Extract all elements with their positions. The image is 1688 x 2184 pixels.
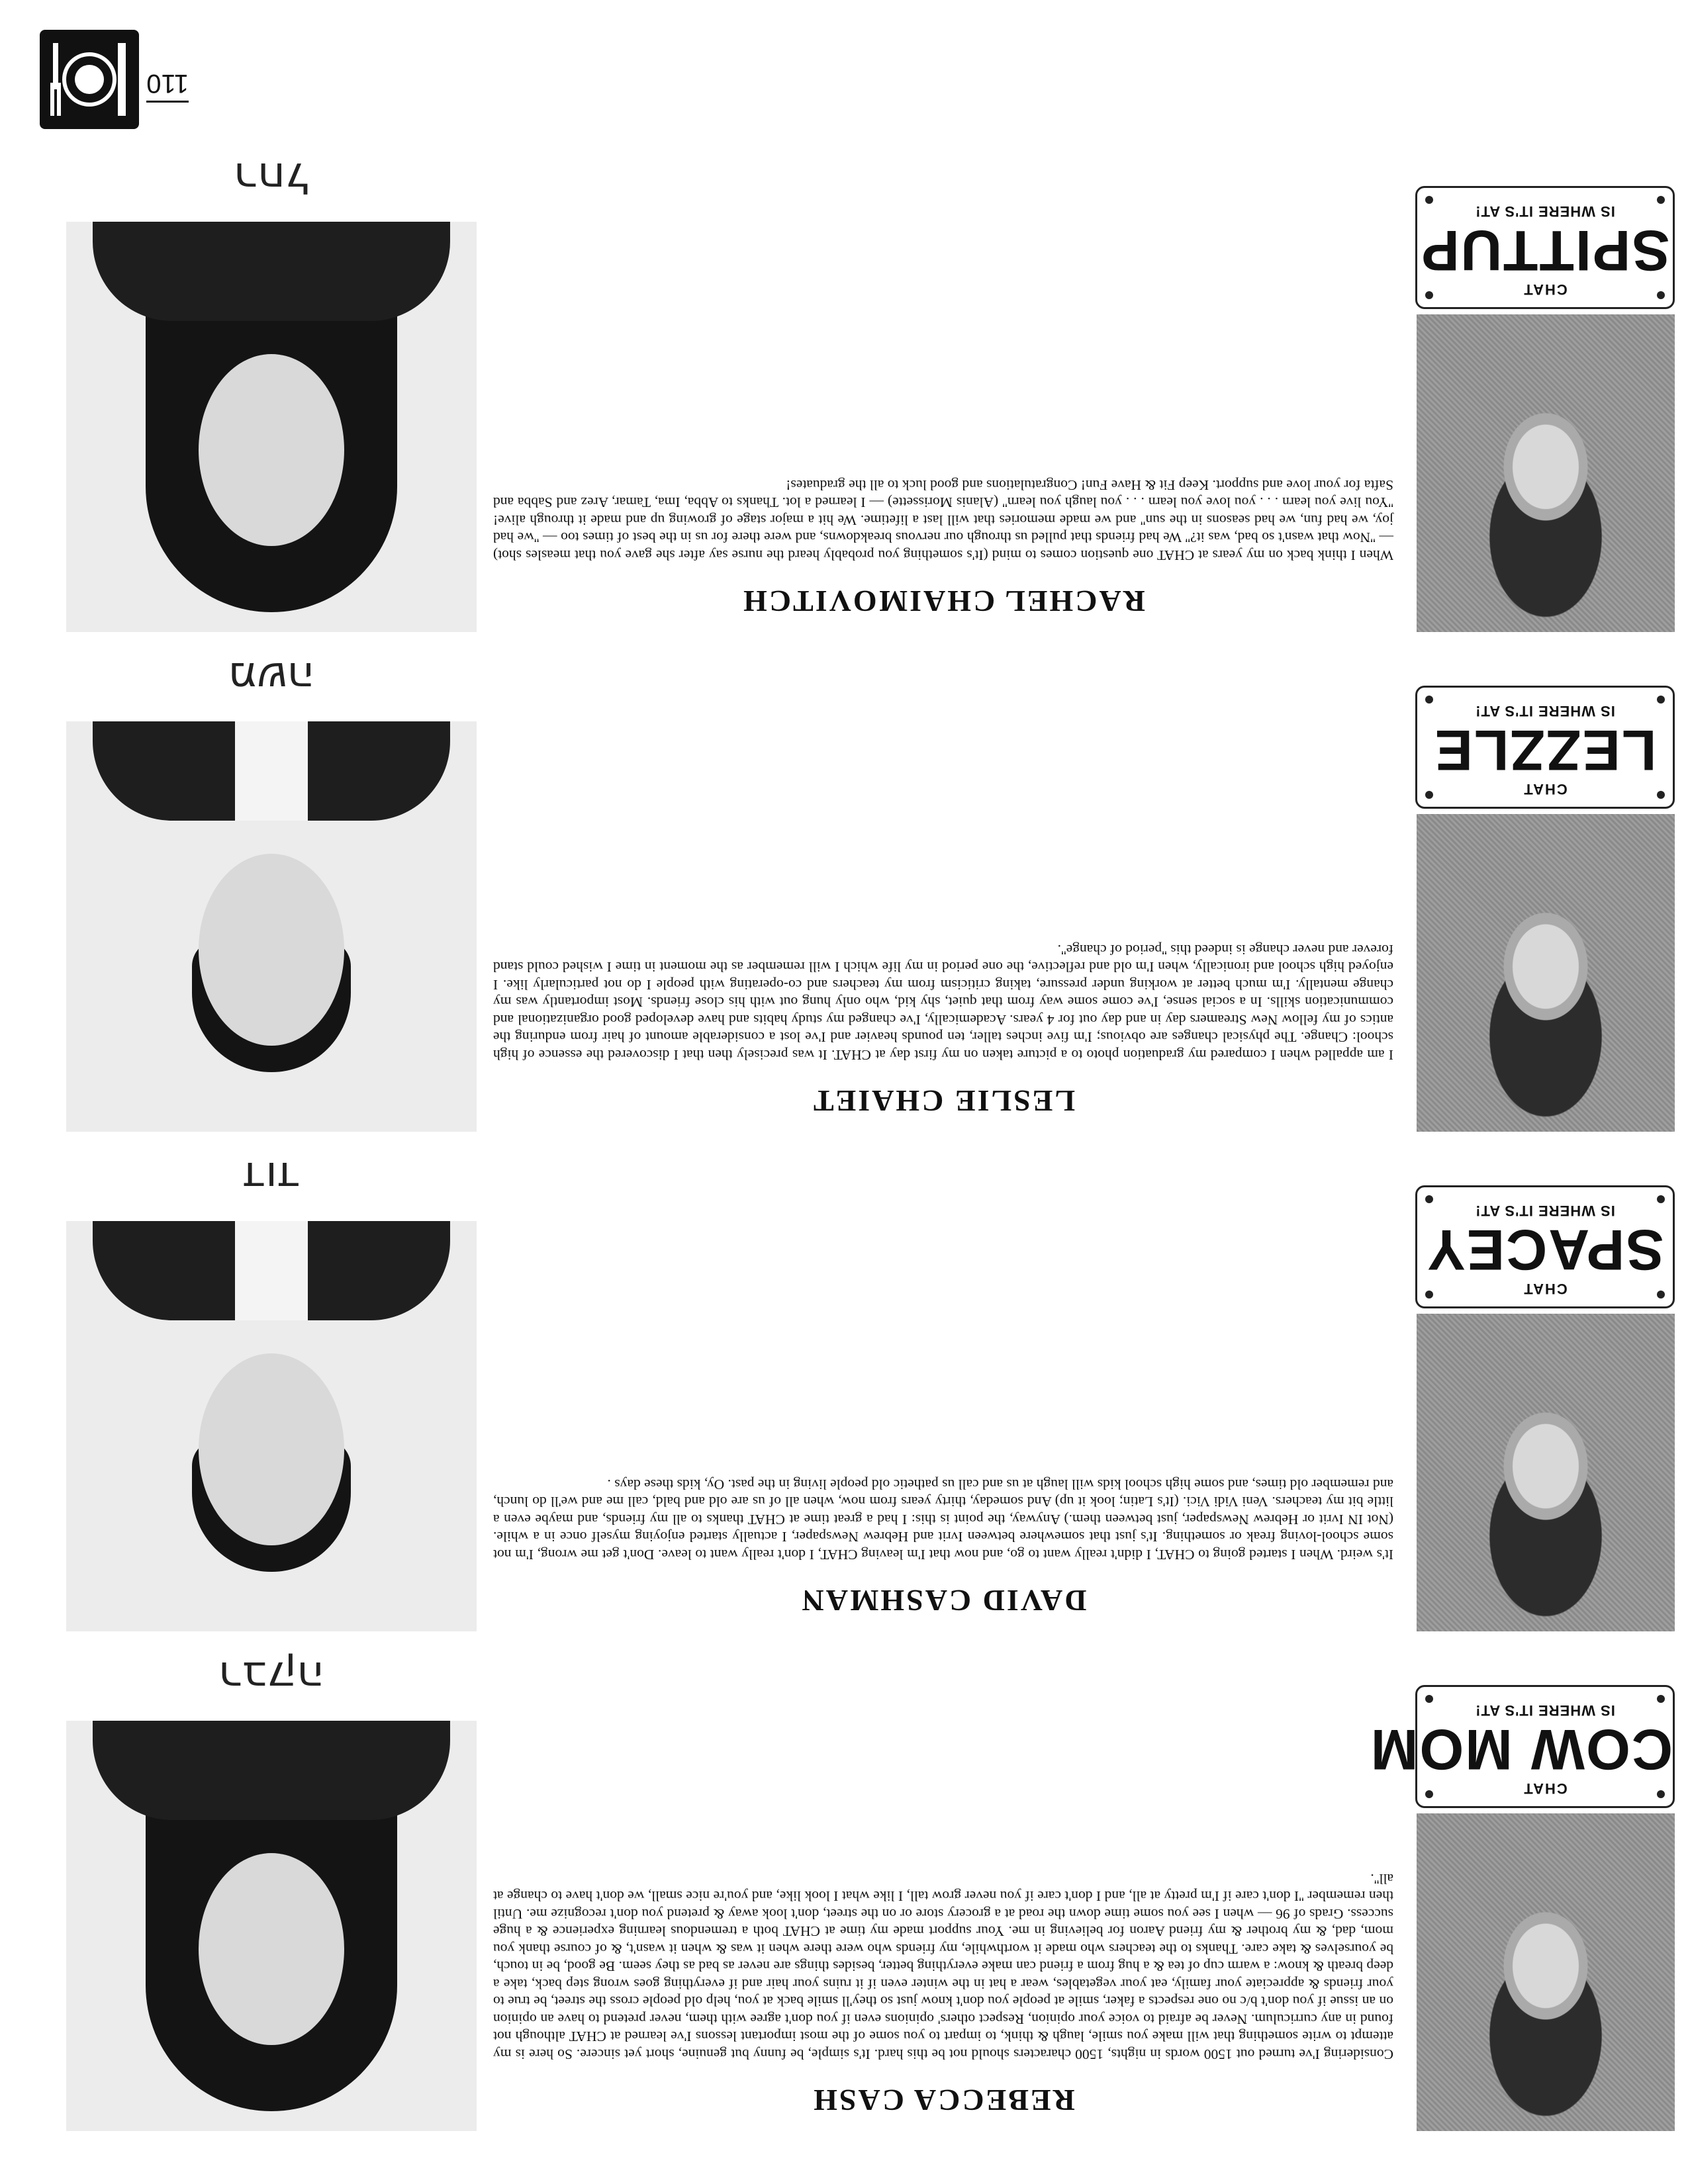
license-plate — [1369, 1685, 1675, 1808]
grad-text-block — [493, 1476, 1393, 1632]
shirt-collar — [235, 1221, 308, 1320]
grad-statement: I am appalled when I compared my graduation photo to a picture taken on my first day at CHAT. It was precisely then that I discovered the essence of high school: Change. The physical changes are obvious; I'm five inches taller, ten pounds heavier and I've lost a considerable amount of hair from enduring the antics of my fellow New Streamers day in and day out for 4 years. Academically, I've changed my study habits and have developed good organizational and communication skills. In a social sense, I've come some way from that quiet, shy kid, who only hung out with his close friends. Most importantly was my change mentally. I'm much better at working under pressure, taking criticism from my teachers and co-operating with people I do not particularly like. I enjoyed high school and ironically, when I'm old and reflective, the one period in my life which I will remember as the moment in time I wished could stand forever and never change is indeed this ''period of change''. — [493, 942, 1393, 1063]
plate-slogan: IS WHERE IT'S AT! — [1475, 1203, 1615, 1219]
rivet-icon — [1425, 196, 1433, 204]
hebrew-name: דוד — [242, 1152, 301, 1201]
rivet-icon — [1425, 291, 1433, 299]
plate-top-text: CHAT — [1523, 281, 1568, 298]
page-footer — [0, 23, 1688, 142]
rivet-icon — [1657, 791, 1665, 799]
plate-slogan: IS WHERE IT'S AT! — [1475, 1702, 1615, 1719]
license-plate — [1415, 1185, 1675, 1308]
grad-portrait — [66, 721, 477, 1132]
rivet-icon — [1425, 1695, 1433, 1703]
grad-entry — [0, 1602, 1688, 2131]
rivet-icon — [1657, 1790, 1665, 1798]
face-shape — [199, 354, 344, 546]
license-plate — [1415, 186, 1675, 309]
candid-photo — [1417, 1813, 1675, 2131]
grad-entry — [0, 103, 1688, 632]
grad-statement: Considering I've turned out 1500 words in nights, 1500 characters should not be this hard. It's simple, be funny but genuine, short yet sincere. So here is my attempt to write something that will make you smile, laugh & think, to impart to you some of the most important lessons I've learned at CHAT although not found in any curriculum. Never be afraid to voice your opinion, Respect others' opinions even if you don't agree with them, never pretend to have an opinion on an issue if you don't b/c no one respects a faker, smile at people you don't know just so they'll smile back at you, help old people cross the street, be true to your friends & appreciate your family, eat your vegetables, wear a hat in the winter even if it ruins your hair and if everything goes wrong step back, take a deep breath & know: a warm cup of tea & a hug from a friend can make everything better, besides things are never as bad as they seem. Be good, be in touch, be yourselves & take care. Thanks to the teachers who made it worthwhile, my friends who were there when it was & when it wasn't, & of course thank you mom, dad, & my brother & my friend Aaron for believing in me. Your support made my time at CHAT both a tremendous learning experience & a huge success. Grads of 96 — when I see you some time down the road at a grocery store or on the street, don't look away & pretend you don't recognize me. Until then remember ''I don't care if I'm pretty at all, and I don't care if you never grow tall, I like what I look like, and you're nice small, we don't have to change at all''. — [493, 1871, 1393, 2062]
grad-entry — [0, 1102, 1688, 1631]
plate-top-text: CHAT — [1523, 781, 1568, 797]
dining-logo-icon — [40, 30, 139, 129]
license-plate-card — [1369, 1681, 1675, 2131]
rivet-icon — [1657, 196, 1665, 204]
plate-slogan: IS WHERE IT'S AT! — [1475, 203, 1615, 220]
rivet-icon — [1657, 696, 1665, 704]
rivet-icon — [1657, 1291, 1665, 1298]
grad-name: REBECCA CASH — [812, 2083, 1075, 2117]
rivet-icon — [1657, 1695, 1665, 1703]
face-shape — [199, 1353, 344, 1545]
rivet-icon — [1425, 696, 1433, 704]
grad-text-block — [493, 1870, 1393, 2132]
rivet-icon — [1657, 1195, 1665, 1203]
plate-top-text: CHAT — [1523, 1281, 1568, 1297]
plate-top-text: CHAT — [1523, 1780, 1568, 1797]
grad-portrait — [66, 1221, 477, 1631]
rivet-icon — [1657, 291, 1665, 299]
hebrew-name: רחל — [233, 153, 310, 202]
license-plate-card — [1417, 1181, 1675, 1631]
grad-statement: When I think back on my years at CHAT one question comes to mind (It's something you probably heard the nurse say after she gave you that measles shot) — ''Now that wasn't so bad, was it?'' We had friends that pulled us through our nervous breakdowns, and were there for us in the best of times too — ''we had joy, we had fun, we had seasons in the sun'' and we made memories that will last a lifetime. We hit a major stage of growing up and made it through alive! ''You live you learn . . . you love you learn . . . you laugh you learn'' (Alanis Morissette) — I learned a lot. Thanks to Abba, Ima, Tamar, Arez and Sabba and Safta for your love and support. Keep Fit & Have Fun! Congratulations and good luck to all the graduates! — [493, 477, 1393, 563]
plate-nickname: COW MOM — [1369, 1717, 1673, 1781]
face-shape — [199, 1853, 344, 2045]
grad-text-block — [493, 477, 1393, 633]
grad-text-block — [493, 941, 1393, 1132]
license-plate — [1415, 686, 1675, 809]
license-plate-card — [1417, 682, 1675, 1132]
shirt-collar — [235, 721, 308, 821]
fork-knife-plate-icon — [40, 30, 139, 129]
body-shape — [93, 1721, 450, 1820]
page-number: 110 — [146, 68, 189, 103]
grad-name: RACHEL CHAIMOVITCH — [741, 584, 1145, 618]
rivet-icon — [1425, 1195, 1433, 1203]
rivet-icon — [1425, 1790, 1433, 1798]
grad-portrait — [66, 222, 477, 632]
grad-statement: It's weird. When I started going to CHAT, I didn't really want to go, and now that I'm leaving CHAT, I don't really want to leave. Don't get me wrong, I'm not some school-loving freak or something. It's just that somewhere between Ivrit and Hebrew Newspaper, I actually started enjoying myself once in a while. (Not IN Ivrit or Hebrew Newspaper, just between them.) Anyway, the point is this: I had a great time at CHAT thanks to all my friends, and maybe even a little bit my teachers. Veni Vidi Vici. (It's Latin; look it up) And someday, thirty years from now, when all of us are old and bald, call me and we'll do lunch, and remember old times, and some high school kids will laugh at us and call us pathetic old people living in the past. Oy, kids these days . — [493, 1477, 1393, 1563]
face-shape — [199, 854, 344, 1046]
plate-slogan: IS WHERE IT'S AT! — [1475, 703, 1615, 719]
grad-entry — [0, 602, 1688, 1132]
grad-portrait — [66, 1721, 477, 2131]
plate-nickname: LEZZLE — [1433, 718, 1657, 782]
candid-photo — [1417, 814, 1675, 1132]
license-plate-card — [1417, 182, 1675, 632]
hebrew-name: משה — [228, 653, 315, 702]
grad-name: LESLIE CHAIET — [811, 1084, 1076, 1118]
plate-nickname: SPITTUP — [1420, 218, 1670, 282]
rivet-icon — [1425, 791, 1433, 799]
body-shape — [93, 222, 450, 321]
grad-name: DAVID CASHMAN — [800, 1584, 1087, 1617]
hebrew-name: רבקה — [218, 1652, 325, 1701]
candid-photo — [1417, 1314, 1675, 1631]
plate-nickname: SPACEY — [1426, 1218, 1664, 1281]
rivet-icon — [1425, 1291, 1433, 1298]
candid-photo — [1417, 314, 1675, 632]
